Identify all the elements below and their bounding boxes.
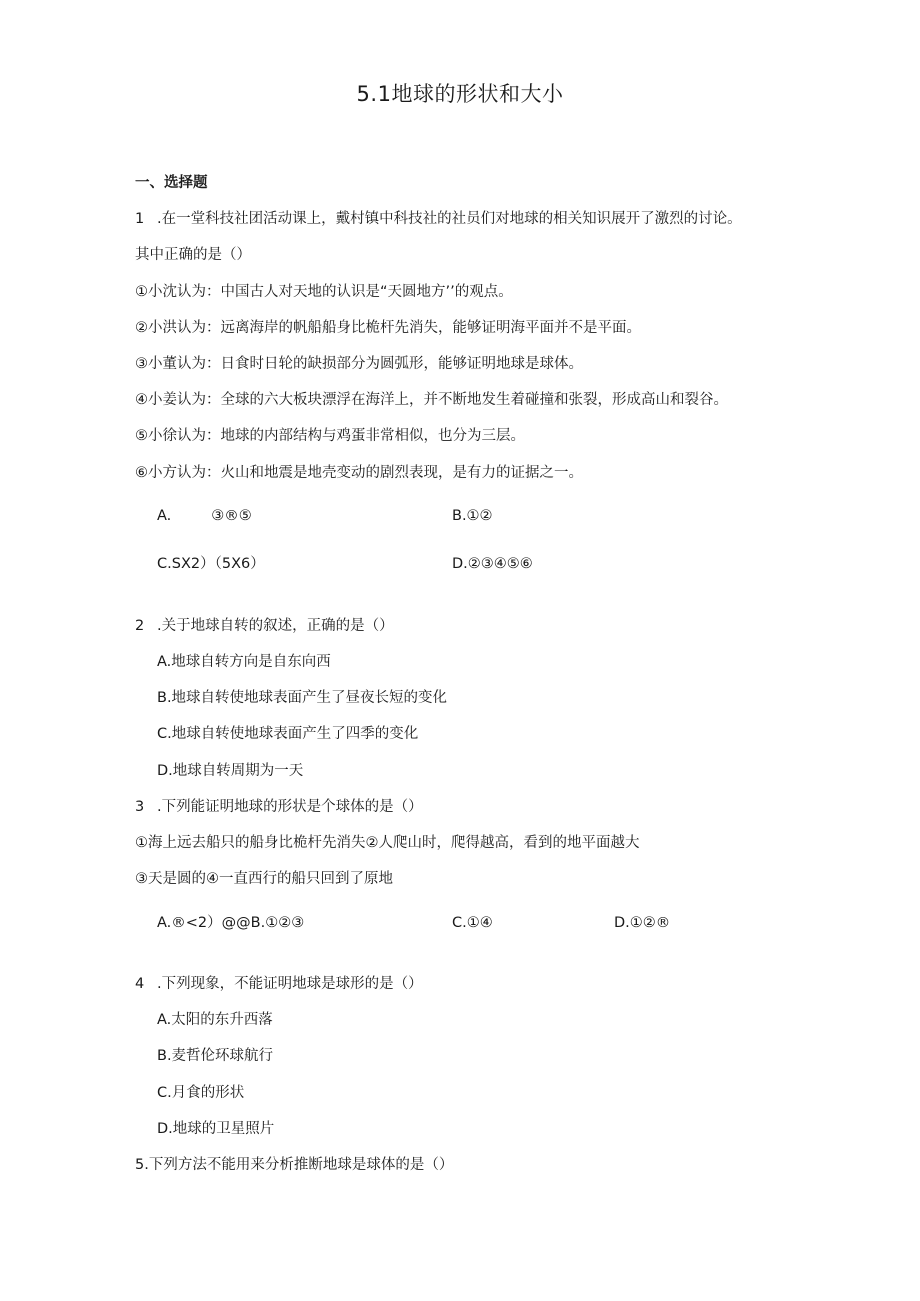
question-1-option-a (157, 506, 252, 526)
question-1-statement: ④小姜认为：全球的六大板块漂浮在海洋上，并不断地发生着碰撞和张裂，形成高山和裂谷。 (135, 392, 728, 408)
question-1-statement: ③小董认为：日食时日轮的缺损部分为圆弧形，能够证明地球是球体。 (135, 356, 583, 372)
question-3-option-ab: A.®<2）@@B.①②③ (157, 915, 305, 931)
question-5-stem: 5.下列方法不能用来分析推断地球是球体的是（） (135, 1157, 454, 1173)
question-2-text: .关于地球自转的叙述，正确的是（） (157, 618, 394, 634)
question-4-option: C.月食的形状 (157, 1085, 245, 1101)
question-3-statements-1: ①海上远去船只的船身比桅杆先消失②人爬山时，爬得越高，看到的地平面越大 (135, 835, 640, 851)
question-1-statement: ⑥小方认为：火山和地震是地壳变动的剧烈表现，是有力的证据之一。 (135, 465, 583, 481)
question-3-stem (135, 797, 423, 817)
question-3-statements-2: ③天是圆的④一直西行的船只回到了原地 (135, 871, 393, 887)
question-1-stem (135, 209, 742, 229)
question-1-text: .在一堂科技社团活动课上，戴村镇中科技社的社员们对地球的相关知识展开了激烈的讨论。 (157, 211, 742, 227)
question-4-text: .下列现象，不能证明地球是球形的是（） (157, 976, 423, 992)
question-2-stem (135, 616, 394, 636)
section-heading: 一、选择题 (135, 175, 208, 191)
question-3-option-d: D.①②® (614, 915, 671, 931)
question-4-option: D.地球的卫星照片 (157, 1121, 275, 1137)
question-1-number: 1 (135, 211, 145, 227)
question-3-number: 3 (135, 799, 145, 815)
question-2-option: D.地球自转周期为一天 (157, 763, 304, 779)
question-4-number: 4 (135, 976, 145, 992)
question-4-stem (135, 974, 423, 994)
question-1-statement: ②小洪认为：远离海岸的帆船船身比桅杆先消失，能够证明海平面并不是平面。 (135, 320, 641, 336)
question-2-option: A.地球自转方向是自东向西 (157, 654, 331, 670)
question-3-text: .下列能证明地球的形状是个球体的是（） (157, 799, 423, 815)
question-1-option-d: D.②③④⑤⑥ (452, 556, 533, 572)
question-3-option-c: C.①④ (452, 915, 493, 931)
question-4-option: B.麦哲伦环球航行 (157, 1048, 274, 1064)
question-1-option-a-label: A. (157, 508, 172, 524)
question-1-stem-2: 其中正确的是（） (135, 247, 251, 263)
question-1-statement: ①小沈认为：中国古人对天地的认识是“天圆地方’’的观点。 (135, 284, 513, 300)
question-4-option: A.太阳的东升西落 (157, 1012, 273, 1028)
page-title: 5.1地球的形状和大小 (356, 82, 564, 106)
question-1-option-b: B.①② (452, 508, 493, 524)
question-1-option-a-value: ③®⑤ (211, 508, 252, 524)
question-1-statement: ⑤小徐认为：地球的内部结构与鸡蛋非常相似，也分为三层。 (135, 428, 525, 444)
question-2-option: C.地球自转使地球表面产生了四季的变化 (157, 726, 419, 742)
question-2-option: B.地球自转使地球表面产生了昼夜长短的变化 (157, 690, 448, 706)
question-2-number: 2 (135, 618, 145, 634)
question-1-option-c: C.SX2）（5X6） (157, 556, 265, 572)
